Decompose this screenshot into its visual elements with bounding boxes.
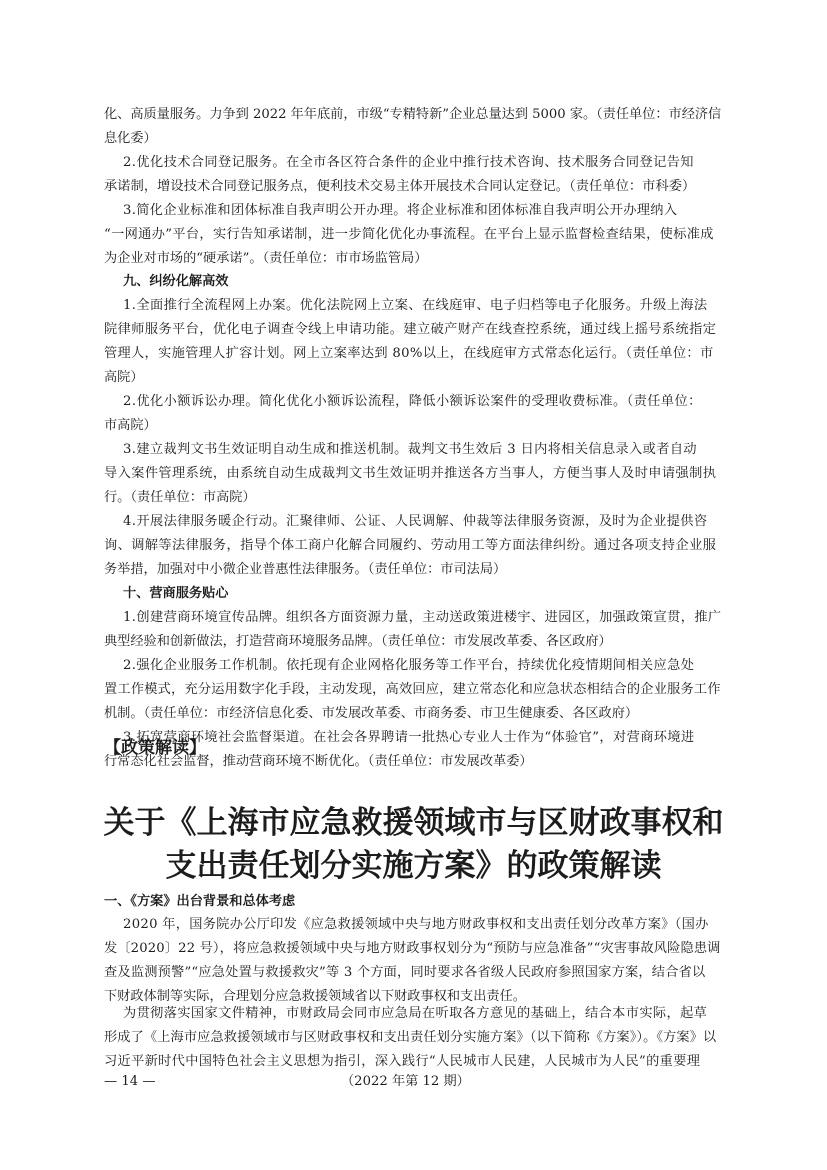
text-line: 3.拓宽营商环境社会监督渠道。在社会各界聘请一批热心专业人士作为“体验官”，对营商环境进: [123, 730, 695, 745]
text-line: 行。（责任单位：市高院）: [104, 490, 256, 505]
text-line: “一网通办”平台，实行告知承诺制，进一步简化优化办事流程。在平台上显示监督检查结果，使标准成: [104, 227, 714, 242]
text-line: 2020 年，国务院办公厅印发《应急救援领域中央与地方财政事权和支出责任划分改革方案》（国办: [123, 917, 709, 932]
text-line: 置工作模式，充分运用数字化手段，主动发现，高效回应，建立常态化和应急状态相结合的企业服务工作: [104, 682, 721, 697]
text-line: 市高院）: [104, 418, 157, 433]
article-title-line-2: 支出责任划分实施方案》的政策解读: [165, 848, 662, 884]
text-line: 化、高质量服务。力争到 2022 年年底前，市级“专精特新”企业总量达到 5000 家。（责任单位：市经济信: [104, 107, 722, 122]
text-line: 2.优化小额诉讼办理。简化优化小额诉讼流程，降低小额诉讼案件的受理收费标准。（责任单位：: [123, 394, 702, 409]
text-line: 息化委）: [104, 131, 157, 146]
text-line: 下财政体制等实际，合理划分应急救援领域省以下财政事权和支出责任。: [104, 989, 526, 1004]
text-line: 机制。（责任单位：市经济信息化委、市发展改革委、市商务委、市卫生健康委、各区政府）: [104, 706, 639, 721]
text-line: 承诺制，增设技术合同登记服务点，便利技术交易主体开展技术合同认定登记。（责任单位：市科委）: [104, 179, 696, 194]
text-line: 为企业对市场的“硬承诺”。（责任单位：市市场监管局）: [104, 251, 428, 266]
text-line: 行常态化社会监督，推动营商环境不断优化。（责任单位：市发展改革委）: [104, 754, 533, 769]
text-line: 3.简化企业标准和团体标准自我声明公开办理。将企业标准和团体标准自我声明公开办理纳入: [123, 203, 678, 218]
text-line: 3.建立裁判文书生效证明自动生成和推送机制。裁判文书生效后 3 日内将相关信息录入或者自动: [123, 442, 697, 457]
article-title-line-1: 关于《上海市应急救援领域市与区财政事权和: [103, 805, 724, 841]
text-line: 导入案件管理系统，由系统自动生成裁判文书生效证明并推送各方当事人，方便当事人及时申请强制执: [104, 466, 717, 481]
text-line: 1.创建营商环境宣传品牌。组织各方面资源力量，主动送政策进楼宇、进园区，加强政策宣贯，推广: [123, 610, 722, 625]
text-line: 院律师服务平台，优化电子调查令线上申请功能。建立破产财产在线查控系统，通过线上摇号系统指定: [104, 322, 717, 337]
text-line: 发〔2020〕22 号），将应急救援领域中央与地方财政事权划分为“预防与应急准备”“灾害事故风险隐患调: [104, 941, 721, 956]
text-line: 1.全面推行全流程网上办案。优化法院网上立案、在线庭审、电子归档等电子化服务。升级上海法: [123, 298, 708, 313]
text-line: 2.强化企业服务工作机制。依托现有企业网格化服务等工作平台，持续优化疫情期间相关应急处: [123, 658, 695, 673]
text-line: 4.开展法律服务暖企行动。汇聚律师、公证、人民调解、仲裁等法律服务资源，及时为企业提供咨: [123, 514, 708, 529]
text-line: 管理人，实施管理人扩容计划。网上立案率达到 80%以上，在线庭审方式常态化运行。（责任单位：市: [104, 346, 714, 361]
text-line: 习近平新时代中国特色社会主义思想为指引，深入践行“人民城市人民建，人民城市为人民”的重要理: [104, 1054, 701, 1069]
section-heading: 九、纠纷化解高效: [123, 274, 229, 289]
text-line: 为贯彻落实国家文件精神，市财政局会同市应急局在听取各方意见的基础上，结合本市实际，起草: [123, 1006, 708, 1021]
text-line: 典型经验和创新做法，打造营商环境服务品牌。（责任单位：市发展改革委、各区政府）: [104, 634, 612, 649]
text-line: 形成了《上海市应急救援领域市与区财政事权和支出责任划分实施方案》（以下简称《方案》）。《方案》以: [104, 1030, 717, 1045]
text-line: 查及监测预警”“应急处置与救援救灾”等 3 个方面，同时要求各省级人民政府参照国家方案，结合省以: [104, 965, 706, 980]
text-line: 务举措，加强对中小微企业普惠性法律服务。（责任单位：市司法局）: [104, 562, 507, 577]
policy-tag: 【政策解读】: [104, 738, 206, 758]
page-number: — 14 —: [104, 1074, 156, 1089]
section-heading: 十、营商服务贴心: [123, 586, 229, 601]
text-line: 询、调解等法律服务，指导个体工商户化解合同履约、劳动用工等方面法律纠纷。通过各项支持企业服: [104, 538, 717, 553]
text-line: 2.优化技术合同登记服务。在全市各区符合条件的企业中推行技术咨询、技术服务合同登记告知: [123, 155, 694, 170]
issue-label: （2022 年第 12 期）: [341, 1074, 470, 1089]
article-heading: 一、《方案》出台背景和总体考虑: [104, 894, 296, 909]
text-line: 高院）: [104, 370, 144, 385]
